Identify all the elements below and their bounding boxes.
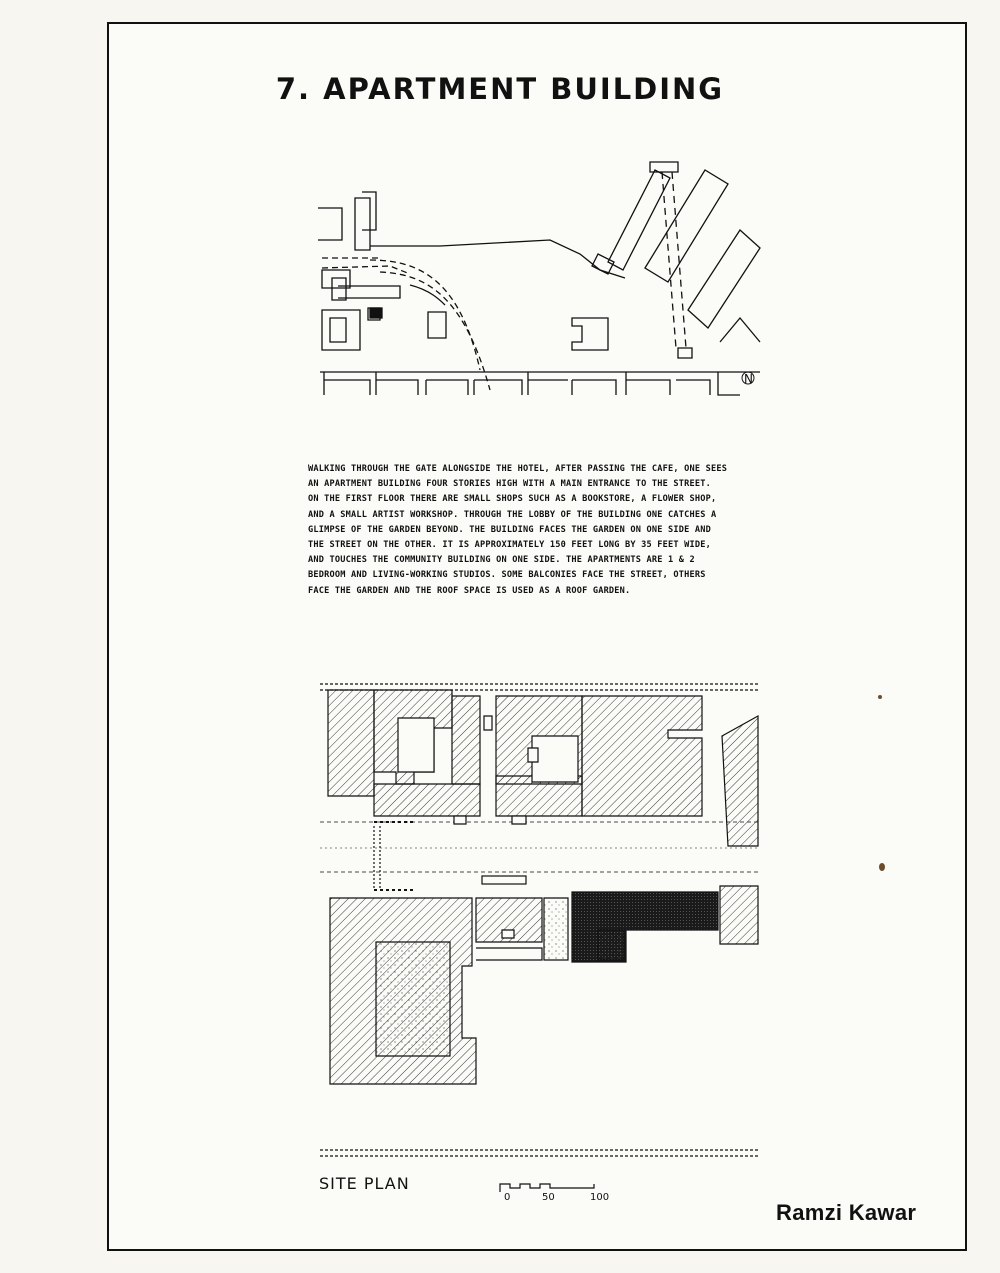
description-line: AND A SMALL ARTIST WORKSHOP. THROUGH THE LOBBY OF THE BUILDING ONE CATCHES A bbox=[308, 509, 717, 520]
site-plan-label: SITE PLAN bbox=[319, 1174, 410, 1193]
description-line: WALKING THROUGH THE GATE ALONGSIDE THE HOTEL, AFTER PASSING THE CAFE, ONE SEES bbox=[308, 464, 728, 474]
key-plan-drawing bbox=[310, 150, 770, 400]
page-title: 7. APARTMENT BUILDING bbox=[275, 72, 725, 106]
description-line: BEDROOM AND LIVING-WORKING STUDIOS. SOME BALCONIES FACE THE STREET, OTHERS bbox=[308, 570, 706, 581]
scale-label-0: 0 bbox=[504, 1192, 511, 1203]
paper-spot bbox=[879, 863, 885, 871]
north-arrow: N bbox=[744, 372, 753, 386]
description-line: AN APARTMENT BUILDING FOUR STORIES HIGH WITH A MAIN ENTRANCE TO THE STREET. bbox=[308, 479, 712, 490]
description-line: FACE THE GARDEN AND THE ROOF SPACE IS USED AS A ROOF GARDEN. bbox=[308, 585, 631, 596]
author-signature: Ramzi Kawar bbox=[776, 1200, 917, 1225]
scale-label-50: 50 bbox=[542, 1192, 555, 1203]
scale-label-100: 100 bbox=[590, 1192, 610, 1203]
description-line: GLIMPSE OF THE GARDEN BEYOND. THE BUILDING FACES THE GARDEN ON ONE SIDE AND bbox=[308, 524, 712, 535]
paper-spot bbox=[878, 695, 882, 699]
site-plan-drawing bbox=[316, 676, 766, 1166]
description-paragraph bbox=[308, 462, 788, 599]
description-line: ON THE FIRST FLOOR THERE ARE SMALL SHOPS SUCH AS A BOOKSTORE, A FLOWER SHOP, bbox=[308, 494, 717, 505]
description-line: AND TOUCHES THE COMMUNITY BUILDING ON ONE SIDE. THE APARTMENTS ARE 1 & 2 bbox=[308, 555, 695, 566]
description-line: THE STREET ON THE OTHER. IT IS APPROXIMATELY 150 FEET LONG BY 35 FEET WIDE, bbox=[308, 540, 712, 551]
